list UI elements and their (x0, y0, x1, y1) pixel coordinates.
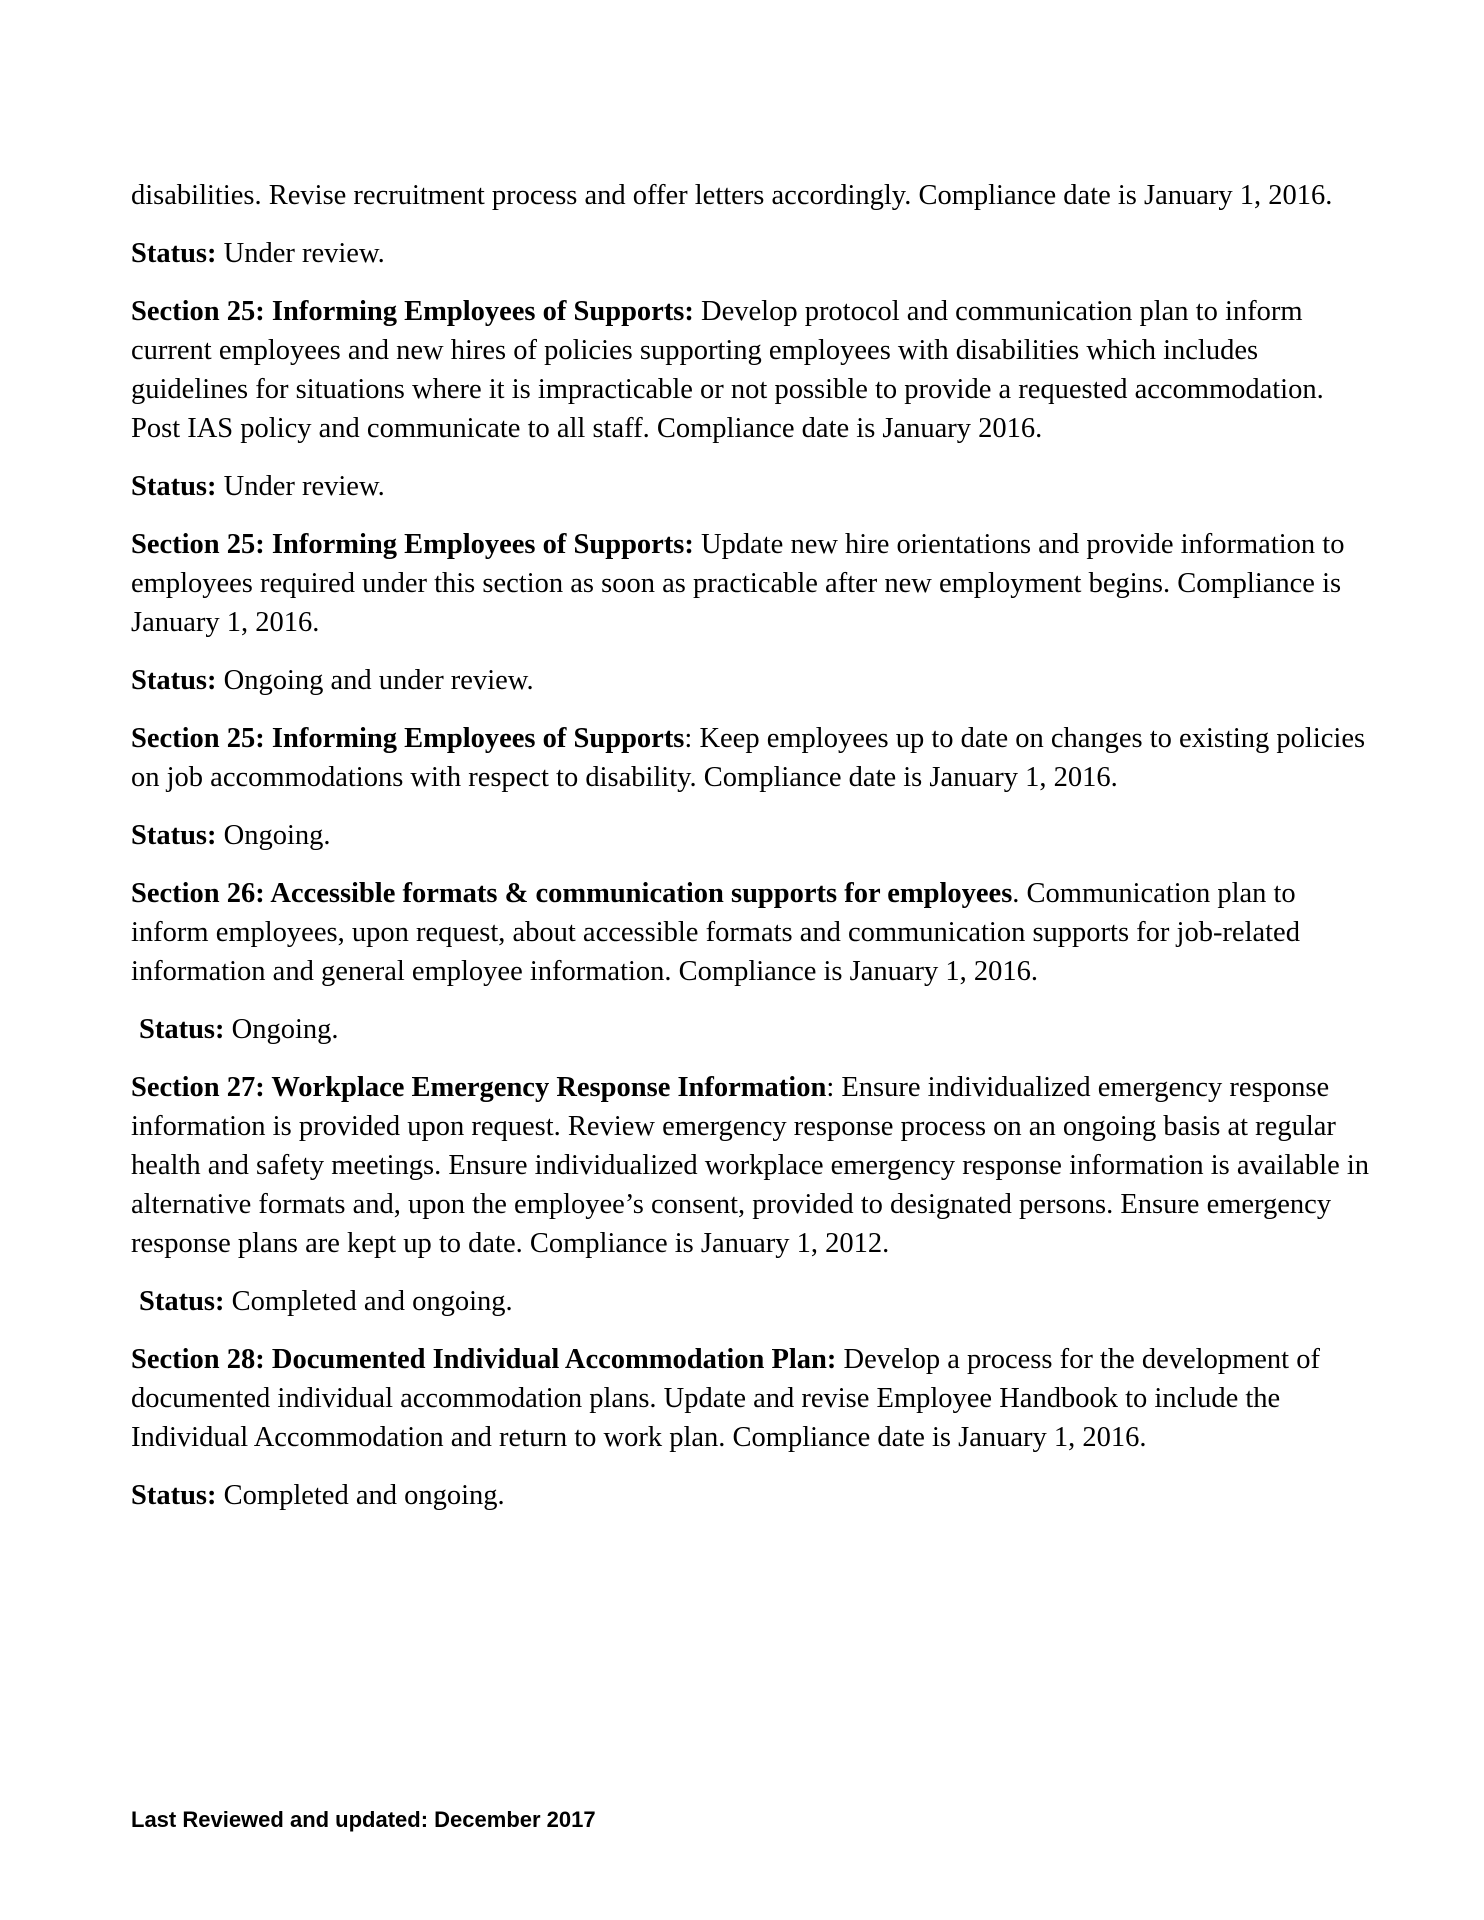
section-heading: Section 26: Accessible formats & communication supports for employees (131, 878, 1013, 909)
section-text: Develop protocol and communication plan to inform current employees and new hires of policies supporting employees with disabilities which includes guidelines for situations where it is impracticable or not possible to provide a requested accommodation. Post IAS policy and communicate to all staff. Compliance date is January 2016. (131, 296, 1324, 444)
section-heading: Section 25: Informing Employees of Supports: (131, 296, 694, 327)
status-line (131, 234, 1371, 273)
status-text: Completed and ongoing. (224, 1286, 513, 1317)
status-text: Ongoing and under review. (216, 665, 534, 696)
section-text: : Keep employees up to date on changes to existing policies on job accommodations with respect to disability. Compliance date is January 1, 2016. (131, 723, 1366, 793)
section-paragraph (131, 292, 1371, 448)
status-label: Status: (131, 820, 217, 851)
status-line (131, 816, 1371, 855)
section-heading: Section 28: Documented Individual Accommodation Plan: (131, 1344, 837, 1375)
status-label: Status: (131, 1480, 217, 1511)
section-paragraph (131, 525, 1371, 642)
status-line (131, 1010, 1371, 1049)
status-line (131, 1282, 1371, 1321)
status-text: Under review. (216, 238, 385, 269)
status-label: Status: (131, 238, 217, 269)
section-text: : Ensure individualized emergency response information is provided upon request. Review emergency response process on an ongoing basis at regular health and safety meetings. Ensure individualized workplace emergency response information is available in alternative formats and, upon the employee’s consent, provided to designated persons. Ensure emergency response plans are kept up to date. Compliance is January 1, 2012. (131, 1072, 1370, 1259)
status-text: Completed and ongoing. (216, 1480, 505, 1511)
status-label: Status: (139, 1014, 225, 1045)
section-paragraph (131, 719, 1371, 797)
status-text: Under review. (216, 471, 385, 502)
document-body (131, 176, 1371, 1534)
status-text: Ongoing. (224, 1014, 339, 1045)
status-text: Ongoing. (216, 820, 331, 851)
page-footer: Last Reviewed and updated: December 2017 (131, 1807, 596, 1832)
section-paragraph (131, 1340, 1371, 1457)
status-line (131, 467, 1371, 506)
status-label: Status: (139, 1286, 225, 1317)
intro-paragraph: disabilities. Revise recruitment process and offer letters accordingly. Compliance date is January 1, 2016. (131, 180, 1333, 211)
section-heading: Section 25: Informing Employees of Supports (131, 723, 685, 754)
section-heading: Section 27: Workplace Emergency Response Information (131, 1072, 827, 1103)
section-text: Develop a process for the development of documented individual accommodation plans. Update and revise Employee Handbook to include the Individual Accommodation and return to work plan. Compliance date is January 1, 2016. (131, 1344, 1320, 1453)
section-text: . Communication plan to inform employees, upon request, about accessible formats and communication supports for job-related information and general employee information. Compliance is January 1, 2016. (131, 878, 1300, 987)
status-label: Status: (131, 665, 217, 696)
section-heading: Section 25: Informing Employees of Supports: (131, 529, 694, 560)
status-line (131, 1476, 1371, 1515)
status-line (131, 661, 1371, 700)
section-paragraph (131, 1068, 1371, 1263)
status-label: Status: (131, 471, 217, 502)
section-text: Update new hire orientations and provide information to employees required under this section as soon as practicable after new employment begins. Compliance is January 1, 2016. (131, 529, 1345, 638)
section-paragraph (131, 874, 1371, 991)
